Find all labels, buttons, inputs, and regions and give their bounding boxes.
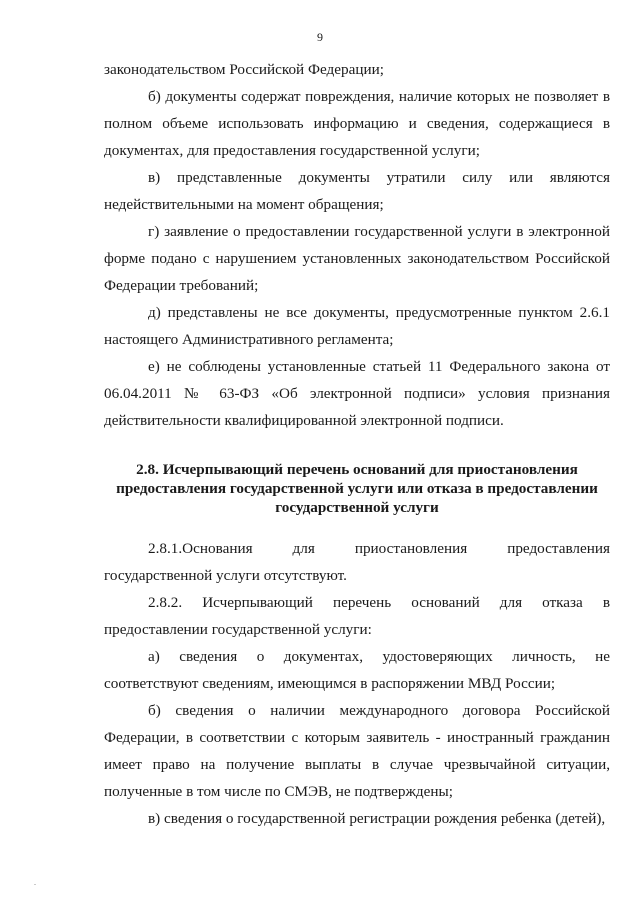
paragraph-item-a: а) сведения о документах, удостоверяющих личность, не соответствуют сведениям, имеющимся в распоряжении МВД России; (104, 648, 610, 692)
paragraph-2-8-2: 2.8.2. Исчерпывающий перечень оснований для отказа в предоставлении государственной услуги: (104, 594, 610, 638)
section-heading-line2: предоставления государственной услуги или отказа в предоставлении (116, 480, 598, 497)
paragraph-continuation: законодательством Российской Федерации; (104, 61, 384, 78)
section-heading (104, 460, 610, 517)
paragraph-2-8-1: 2.8.1.Основания для приостановления предоставления государственной услуги отсутствуют. (104, 540, 610, 584)
paragraph-item-e: е) не соблюдены установленные статьей 11 Федерального закона от 06.04.2011 № 63-ФЗ «Об электронной подписи» условия признания действительности квалифицированной электронной подписи. (104, 358, 610, 429)
paragraph-item-b: б) документы содержат повреждения, наличие которых не позволяет в полном объеме использовать информацию и сведения, содержащиеся в документах, для предоставления государственной услуги; (104, 88, 610, 159)
paragraph-item-v2: в) сведения о государственной регистрации рождения ребенка (детей), (148, 810, 606, 827)
document-body (104, 56, 610, 832)
paragraph-item-d: д) представлены не все документы, предусмотренные пунктом 2.6.1 настоящего Административного регламента; (104, 304, 610, 348)
section-heading-line3: государственной услуги (275, 499, 439, 516)
scan-mark: . (34, 878, 36, 887)
section-heading-line1: 2.8. Исчерпывающий перечень оснований для приостановления (136, 461, 578, 478)
paragraph-item-g: г) заявление о предоставлении государственной услуги в электронной форме подано с нарушением установленных законодательством Российской Федерации требований; (104, 223, 610, 294)
paragraph-item-b2: б) сведения о наличии международного договора Российской Федерации, в соответствии с которым заявитель - иностранный гражданин имеет право на получение выплаты в случае чрезвычайной ситуации, полученные в том числе по СМЭВ, не подтверждены; (104, 702, 610, 800)
paragraph-item-v: в) представленные документы утратили силу или являются недействительными на момент обращения; (104, 169, 610, 213)
page-number: 9 (317, 30, 323, 44)
